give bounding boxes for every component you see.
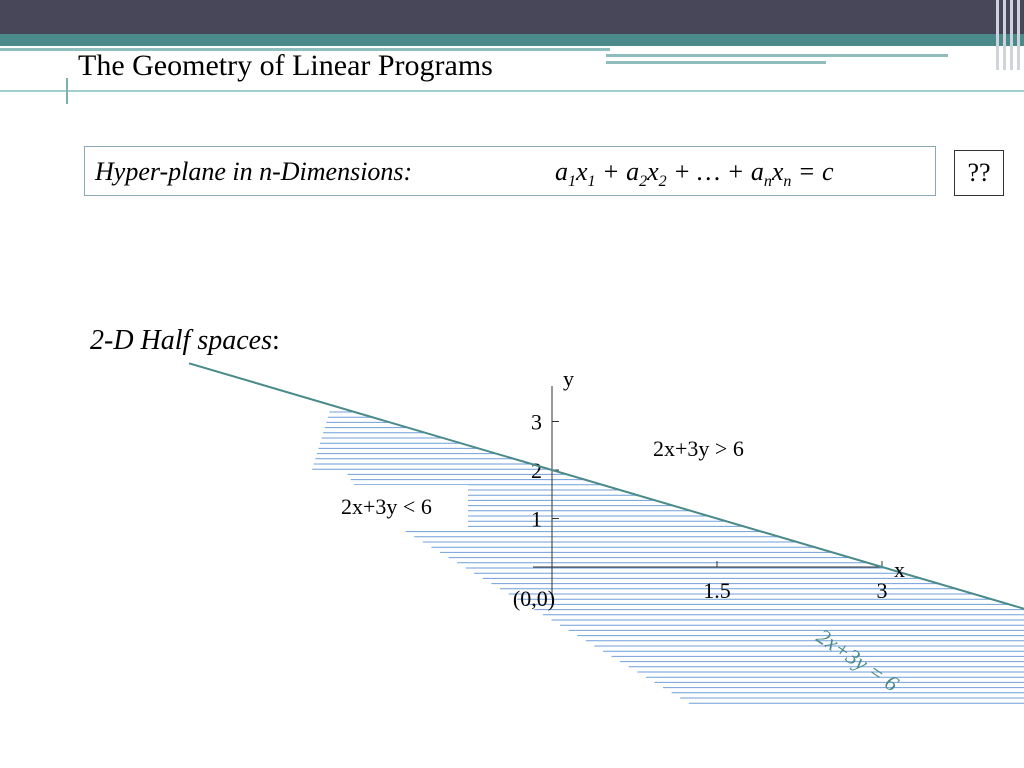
axis-ticks: [531, 410, 1024, 604]
x-tick-label: 1.5: [703, 578, 731, 603]
x-axis-label: x: [894, 557, 905, 582]
halfspaces-title: 2-D Half spaces:: [90, 325, 280, 356]
y-tick-label: 3: [531, 409, 542, 435]
slide-title: The Geometry of Linear Programs: [78, 49, 493, 82]
region-above-label: 2x+3y > 6: [653, 436, 744, 461]
question-box: ??: [954, 150, 1004, 196]
region-below-label: 2x+3y < 6: [341, 494, 432, 519]
y-tick-label: 2: [531, 458, 542, 483]
y-tick-label: 1: [531, 506, 542, 532]
hyperplane-equation: $a_1x_1 + a_2x_2$ + … + $a_nx_n = c$: [555, 157, 834, 191]
hyperplane-label: Hyper-plane in n-Dimensions:: [95, 157, 413, 186]
origin-label: (0,0): [512, 586, 556, 611]
y-axis-label: y: [563, 366, 574, 391]
line-equation-label: 2x+3y = 6: [812, 623, 904, 697]
x-tick-label: 3: [876, 578, 888, 603]
